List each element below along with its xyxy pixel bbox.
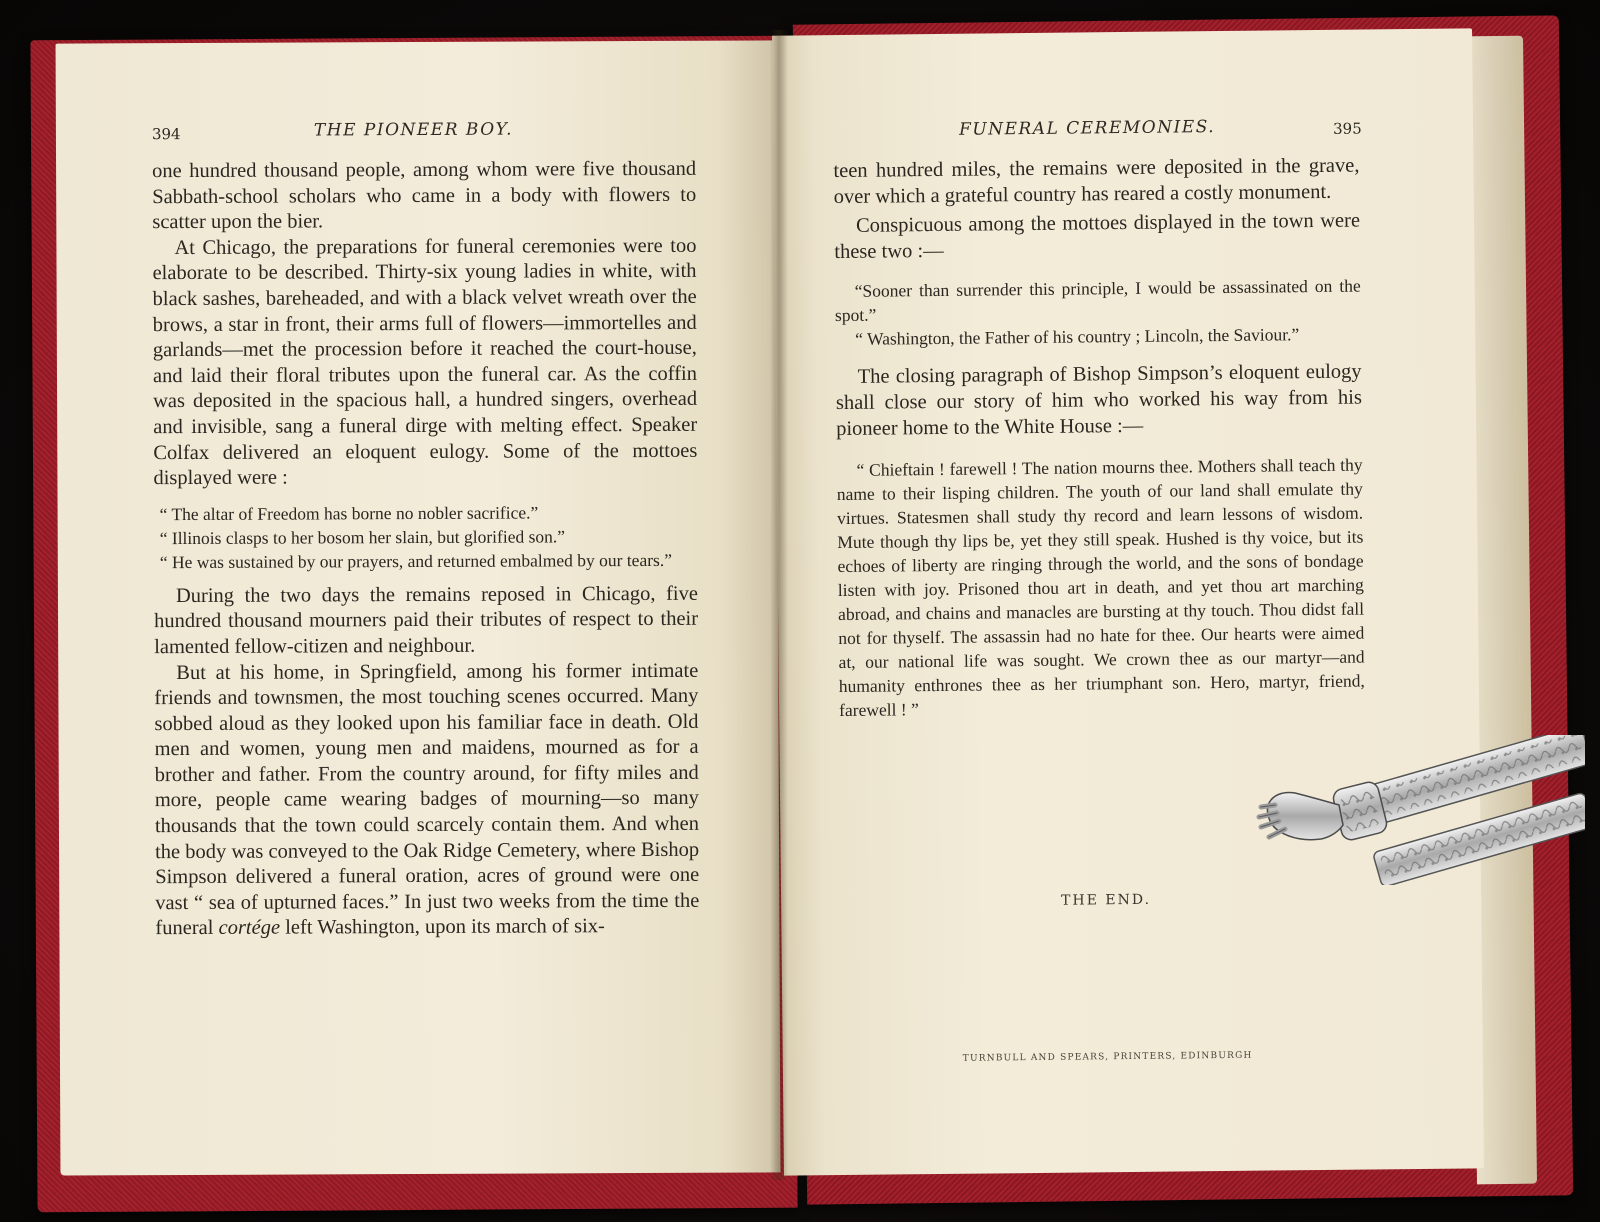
right-body-text: [833, 154, 1365, 723]
left-last-line-tail: left Washington, upon its march of six-: [285, 915, 605, 940]
right-paragraph: The closing paragraph of Bishop Simpson’s eloquent eulogy shall close our story of him who worked his way from his pioneer home to the White House :—: [835, 360, 1362, 440]
left-paragraph-text: But at his home, in Springfield, among his former intimate friends and townsmen, the most touching scenes occurred. Many sobbed aloud as they looked upon his familiar face in death. Old men and women, young men and maidens, mourned as for a brother and father. From the country around, for fifty miles and more, people came wearing badges of mourning—so many thousands that the town could scarcely contain them. And when the body was conveyed to the Oak Ridge Cemetery, where Bishop Simpson delivered a funeral oration, acres of ground were one vast “ sea of upturned faces.” In just two weeks from the time the funeral: [154, 659, 700, 940]
left-paragraph: one hundred thousand people, among whom were five thousand Sabbath-school scholars who came in a body with flowers to scatter upon the bier.: [152, 157, 697, 234]
right-paragraph: teen hundred miles, the remains were deposited in the grave, over which a grateful country has reared a costly monument.: [833, 154, 1360, 208]
right-folio: 395: [1332, 119, 1362, 138]
left-folio: 394: [151, 125, 181, 144]
left-paragraph-final: [154, 658, 699, 942]
right-running-head: FUNERAL CEREMONIES.: [958, 117, 1216, 140]
motto-quote: “ Washington, the Father of his country ; Lincoln, the Saviour.”: [855, 324, 1300, 350]
right-paragraph: Conspicuous among the mottoes displayed in the town were these two :—: [834, 209, 1361, 263]
motto-quote: “ The altar of Freedom has borne no nobler sacrifice.”: [159, 502, 539, 524]
motto-quote: “Sooner than surrender this principle, I would be assassinated on the spot.”: [834, 275, 1361, 326]
right-page: [772, 28, 1484, 1175]
book-gutter: [770, 30, 788, 1180]
motto-quote: “ Illinois clasps to her bosom her slain, but glorified son.”: [159, 526, 566, 548]
left-body-text: [152, 157, 699, 942]
left-paragraph: During the two days the remains reposed in Chicago, five hundred thousand mourners paid their tributes of respect to their lamented fellow-citizen and neighbour.: [154, 582, 699, 659]
silver-hand-bookmark-icon: [1255, 735, 1585, 885]
the-end-label: THE END.: [1061, 891, 1152, 909]
motto-quote: “ He was sustained by our prayers, and returned embalmed by our tears.”: [159, 549, 673, 572]
eulogy-quote: “ Chieftain ! farewell ! The nation mourns thee. Mothers shall teach thy name to their lisping children. The youth of our land shall emulate thy virtues. Statesmen shall study thy record and learn lessons of wisdom. Mute though thy lips be, yet they still speak. Hushed is thy voice, but its echoes of liberty are ringing through the world, and the sons of bondage listen with joy. Prisoned thou art in death, and yet thou art marching abroad, and chains and manacles are bursting at thy touch. Thou didst fall not for thyself. The assassin had no hate for thee. Our hearts were aimed at, our national life was sought. We crown thee as our martyr—and humanity enthrones thee as her triumphant son. Hero, martyr, friend, farewell ! ”: [836, 454, 1365, 721]
cortege-word: cortége: [218, 917, 281, 940]
bishop-simpson-quote: [836, 453, 1365, 722]
printer-imprint: TURNBULL AND SPEARS, PRINTERS, EDINBURGH: [962, 1050, 1253, 1064]
left-paragraph: At Chicago, the preparations for funeral ceremonies were too elaborate to be described. Thirty-six young ladies in white, with black sashes, bareheaded, and with a black velvet wreath over the brows, a star in front, their arms full of flowers—immortelles and garlands—met the procession before it reached the court-house, and laid their floral tributes upon the funeral car. As the coffin was deposited in the spacious hall, a hundred singers, overhead and invisible, sang a funeral dirge with melting effect. Speaker Colfax delivered an eloquent eulogy. Some of the mottoes displayed were :: [152, 234, 698, 490]
right-mottoes: [835, 274, 1362, 352]
left-mottoes: [154, 499, 698, 573]
left-page: [56, 40, 781, 1175]
left-running-head: THE PIONEER BOY.: [313, 119, 514, 141]
